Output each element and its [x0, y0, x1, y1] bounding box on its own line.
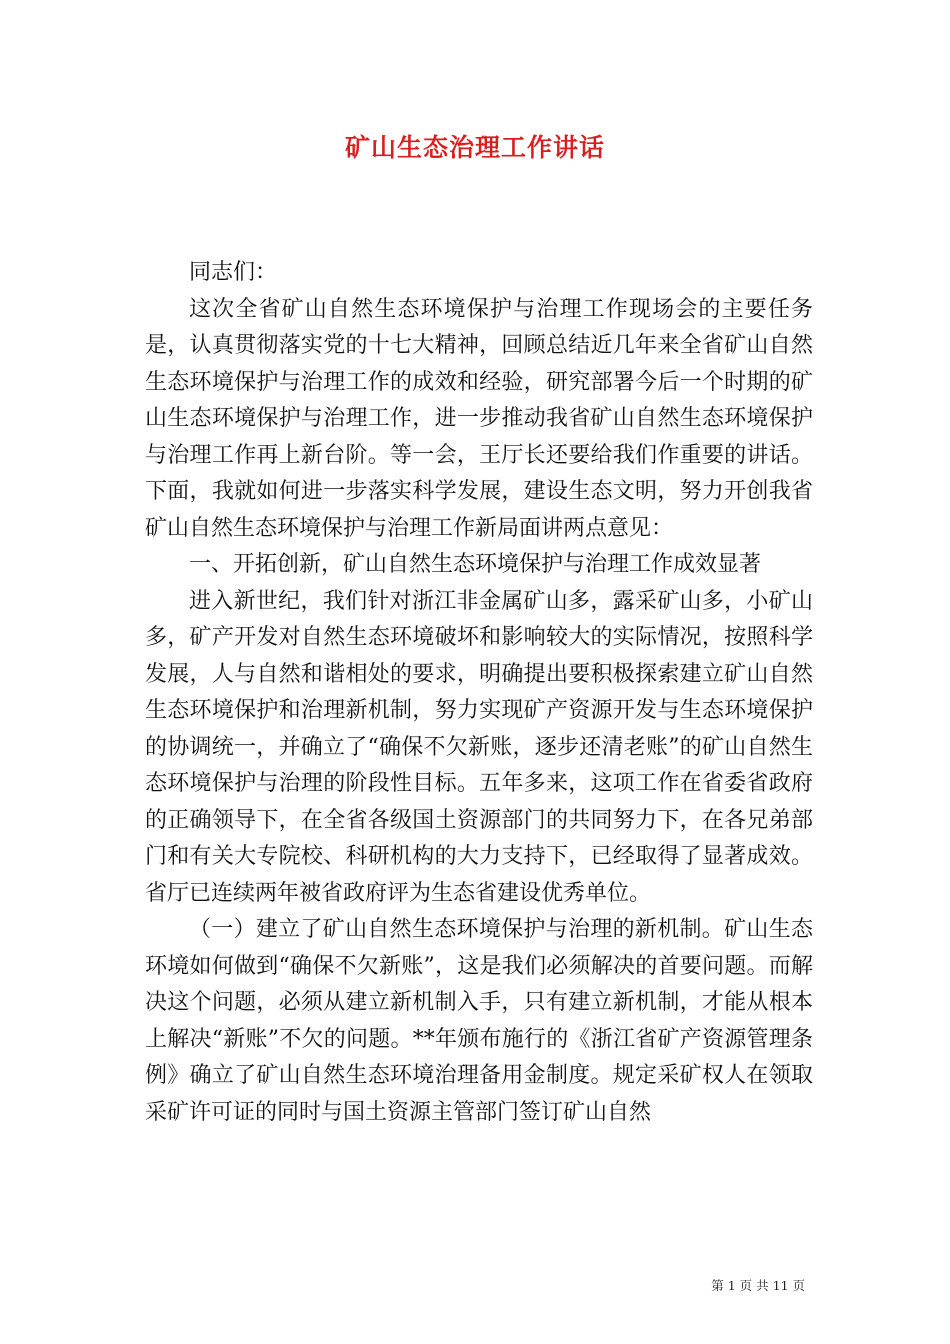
document-body — [145, 255, 813, 1131]
salutation: 同志们： — [189, 260, 278, 285]
paragraph-intro: 这次全省矿山自然生态环境保护与治理工作现场会的主要任务是，认真贯彻落实党的十七大精神，回顾总结近几年来全省矿山自然生态环境保护与治理工作的成效和经验，研究部署今后一个时期的矿山生态环境保护与治理工作，进一步推动我省矿山自然生态环境保护与治理工作再上新台阶。等一会，王厅长还要给我们作重要的讲话。下面，我就如何进一步落实科学发展，建设生态文明，努力开创我省矿山自然生态环境保护与治理工作新局面讲两点意见： — [145, 296, 813, 541]
section-heading-1: 一、开拓创新，矿山自然生态环境保护与治理工作成效显著 — [189, 552, 762, 577]
document-title: 矿山生态治理工作讲话 — [344, 133, 605, 162]
paragraph-section-1: 进入新世纪，我们针对浙江非金属矿山多，露采矿山多，小矿山多，矿产开发对自然生态环境破坏和影响较大的实际情况，按照科学发展，人与自然和谐相处的要求，明确提出要积极探索建立矿山自然生态环境保护和治理新机制，努力实现矿产资源开发与生态环境保护的协调统一，并确立了“确保不欠新账，逐步还清老账”的矿山自然生态环境保护与治理的阶段性目标。五年多来，这项工作在省委省政府的正确领导下，在全省各级国土资源部门的共同努力下，在各兄弟部门和有关大专院校、科研机构的大力支持下，已经取得了显著成效。省厅已连续两年被省政府评为生态省建设优秀单位。 — [145, 588, 813, 906]
paragraph-subsection-1: （一）建立了矿山自然生态环境保护与治理的新机制。矿山生态环境如何做到“确保不欠新账”，这是我们必须解决的首要问题。而解决这个问题，必须从建立新机制入手，只有建立新机制，才能从根本上解决“新账”不欠的问题。**年颁布施行的《浙江省矿产资源管理条例》确立了矿山自然生态环境治理备用金制度。规定采矿权人在领取采矿许可证的同时与国土资源主管部门签订矿山自然 — [145, 917, 813, 1125]
page-number: 第 1 页 共 11 页 — [711, 1278, 805, 1293]
